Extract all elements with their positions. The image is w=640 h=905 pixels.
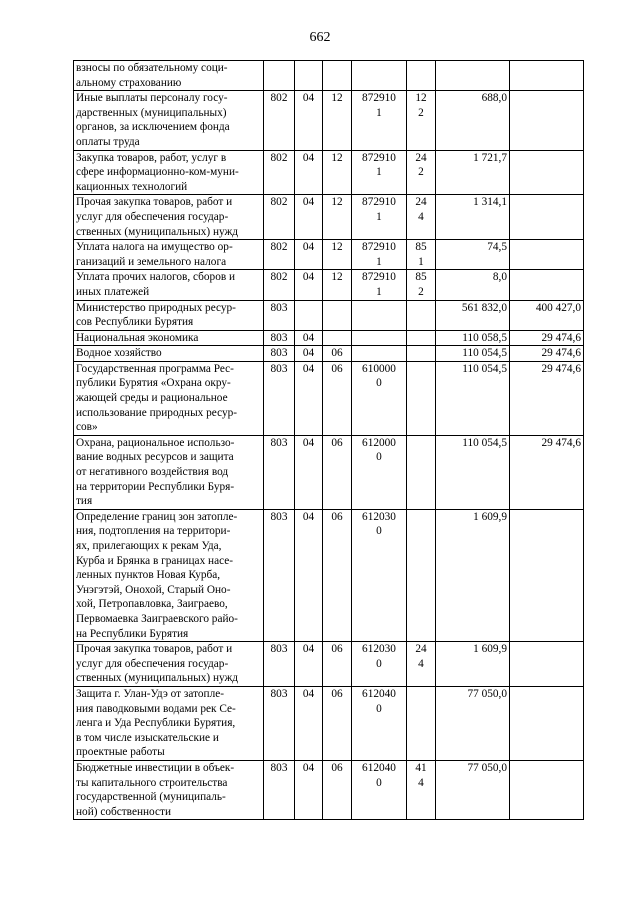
- table-row: [74, 195, 584, 240]
- amount-cell: 8,0: [436, 270, 510, 300]
- amount-subsidy-cell: [510, 61, 584, 91]
- target-article-cell: 872910 1: [352, 91, 407, 150]
- table-row: [74, 686, 584, 760]
- expense-type-cell: [407, 361, 436, 435]
- expense-type-cell: 24 2: [407, 150, 436, 195]
- row-name-cell: Защита г. Улан-Удэ от затопле- ния паводковыми водами рек Се- ленга и Уда Республики Бурятия, в том числе изыскательские и проектные работы: [74, 686, 264, 760]
- amount-subsidy-cell: 29 474,6: [510, 361, 584, 435]
- expense-type-cell: [407, 346, 436, 362]
- row-name-cell: Государственная программа Рес- публики Бурятия «Охрана окру- жающей среды и рациональное использование природных ресур- сов»: [74, 361, 264, 435]
- subsection-code-cell: 12: [323, 91, 352, 150]
- section-code-cell: [295, 300, 323, 330]
- ministry-code-cell: 802: [264, 150, 295, 195]
- expense-type-cell: 12 2: [407, 91, 436, 150]
- expense-type-cell: [407, 61, 436, 91]
- target-article-cell: 612000 0: [352, 435, 407, 509]
- expense-type-cell: 41 4: [407, 760, 436, 819]
- expense-type-cell: 24 4: [407, 642, 436, 687]
- ministry-code-cell: 803: [264, 642, 295, 687]
- ministry-code-cell: 803: [264, 330, 295, 346]
- expense-type-cell: [407, 435, 436, 509]
- amount-subsidy-cell: [510, 760, 584, 819]
- row-name-cell: Уплата налога на имущество ор- ганизаций и земельного налога: [74, 240, 264, 270]
- amount-cell: 1 314,1: [436, 195, 510, 240]
- target-article-cell: 872910 1: [352, 270, 407, 300]
- row-name-cell: Министерство природных ресур- сов Республики Бурятия: [74, 300, 264, 330]
- ministry-code-cell: 802: [264, 240, 295, 270]
- target-article-cell: 612040 0: [352, 760, 407, 819]
- subsection-code-cell: 06: [323, 760, 352, 819]
- table-row: [74, 61, 584, 91]
- ministry-code-cell: 802: [264, 91, 295, 150]
- section-code-cell: 04: [295, 435, 323, 509]
- amount-cell: 77 050,0: [436, 760, 510, 819]
- expense-type-cell: [407, 330, 436, 346]
- amount-cell: 110 054,5: [436, 346, 510, 362]
- ministry-code-cell: 803: [264, 361, 295, 435]
- table-row: [74, 435, 584, 509]
- amount-subsidy-cell: 29 474,6: [510, 346, 584, 362]
- section-code-cell: 04: [295, 760, 323, 819]
- subsection-code-cell: 06: [323, 686, 352, 760]
- subsection-code-cell: 06: [323, 346, 352, 362]
- row-name-cell: Определение границ зон затопле- ния, подтопления на территори- ях, прилегающих к рекам Уда, Курба и Брянка в границах насе- ленных пунктов Новая Курба, Унэгэтэй, Онохой, Старый Оно- хой, Петропавловка, Заиграево, Первомаевка Заиграевского райо- на Республики Бурятия: [74, 509, 264, 641]
- subsection-code-cell: 06: [323, 509, 352, 641]
- row-name-cell: Национальная экономика: [74, 330, 264, 346]
- subsection-code-cell: 12: [323, 195, 352, 240]
- target-article-cell: 872910 1: [352, 195, 407, 240]
- amount-subsidy-cell: 29 474,6: [510, 435, 584, 509]
- table-row: [74, 150, 584, 195]
- table-row: [74, 346, 584, 362]
- subsection-code-cell: 12: [323, 240, 352, 270]
- row-name-cell: Водное хозяйство: [74, 346, 264, 362]
- amount-subsidy-cell: [510, 150, 584, 195]
- table-row: [74, 760, 584, 819]
- target-article-cell: 610000 0: [352, 361, 407, 435]
- section-code-cell: 04: [295, 91, 323, 150]
- subsection-code-cell: [323, 330, 352, 346]
- section-code-cell: 04: [295, 270, 323, 300]
- budget-table: [73, 60, 584, 820]
- target-article-cell: 612030 0: [352, 642, 407, 687]
- ministry-code-cell: 802: [264, 270, 295, 300]
- target-article-cell: [352, 300, 407, 330]
- amount-subsidy-cell: 400 427,0: [510, 300, 584, 330]
- ministry-code-cell: 803: [264, 300, 295, 330]
- amount-cell: 110 054,5: [436, 435, 510, 509]
- row-name-cell: Уплата прочих налогов, сборов и иных платежей: [74, 270, 264, 300]
- amount-subsidy-cell: [510, 91, 584, 150]
- expense-type-cell: [407, 686, 436, 760]
- table-row: [74, 270, 584, 300]
- ministry-code-cell: 803: [264, 509, 295, 641]
- expense-type-cell: 85 1: [407, 240, 436, 270]
- amount-cell: 1 609,9: [436, 642, 510, 687]
- table-body: [74, 61, 584, 820]
- section-code-cell: 04: [295, 330, 323, 346]
- row-name-cell: Бюджетные инвестиции в объек- ты капитального строительства государственной (муниципаль- ной) собственности: [74, 760, 264, 819]
- section-code-cell: 04: [295, 150, 323, 195]
- row-name-cell: Иные выплаты персоналу госу- дарственных (муниципальных) органов, за исключением фонда оплаты труда: [74, 91, 264, 150]
- ministry-code-cell: 803: [264, 760, 295, 819]
- page-number: 662: [309, 30, 331, 45]
- amount-cell: 110 058,5: [436, 330, 510, 346]
- subsection-code-cell: [323, 61, 352, 91]
- row-name-cell: Прочая закупка товаров, работ и услуг для обеспечения государ- ственных (муниципальных) нужд: [74, 195, 264, 240]
- amount-cell: 561 832,0: [436, 300, 510, 330]
- subsection-code-cell: 06: [323, 642, 352, 687]
- amount-subsidy-cell: [510, 240, 584, 270]
- expense-type-cell: [407, 300, 436, 330]
- target-article-cell: 872910 1: [352, 150, 407, 195]
- amount-cell: 110 054,5: [436, 361, 510, 435]
- section-code-cell: 04: [295, 686, 323, 760]
- expense-type-cell: 85 2: [407, 270, 436, 300]
- ministry-code-cell: 802: [264, 195, 295, 240]
- subsection-code-cell: 06: [323, 361, 352, 435]
- amount-cell: 1 609,9: [436, 509, 510, 641]
- amount-subsidy-cell: [510, 509, 584, 641]
- table-row: [74, 361, 584, 435]
- table-row: [74, 330, 584, 346]
- amount-subsidy-cell: [510, 642, 584, 687]
- row-name-cell: Прочая закупка товаров, работ и услуг для обеспечения государ- ственных (муниципальных) нужд: [74, 642, 264, 687]
- table-row: [74, 509, 584, 641]
- target-article-cell: 612040 0: [352, 686, 407, 760]
- section-code-cell: 04: [295, 346, 323, 362]
- amount-subsidy-cell: [510, 270, 584, 300]
- subsection-code-cell: 06: [323, 435, 352, 509]
- table-row: [74, 642, 584, 687]
- expense-type-cell: [407, 509, 436, 641]
- section-code-cell: [295, 61, 323, 91]
- subsection-code-cell: 12: [323, 150, 352, 195]
- subsection-code-cell: 12: [323, 270, 352, 300]
- ministry-code-cell: 803: [264, 346, 295, 362]
- ministry-code-cell: 803: [264, 435, 295, 509]
- target-article-cell: [352, 330, 407, 346]
- row-name-cell: взносы по обязательному соци- альному страхованию: [74, 61, 264, 91]
- amount-subsidy-cell: [510, 686, 584, 760]
- table-row: [74, 91, 584, 150]
- section-code-cell: 04: [295, 361, 323, 435]
- amount-cell: 688,0: [436, 91, 510, 150]
- amount-cell: 1 721,7: [436, 150, 510, 195]
- subsection-code-cell: [323, 300, 352, 330]
- target-article-cell: [352, 346, 407, 362]
- section-code-cell: 04: [295, 642, 323, 687]
- target-article-cell: [352, 61, 407, 91]
- table-row: [74, 300, 584, 330]
- ministry-code-cell: [264, 61, 295, 91]
- ministry-code-cell: 803: [264, 686, 295, 760]
- target-article-cell: 612030 0: [352, 509, 407, 641]
- amount-cell: [436, 61, 510, 91]
- target-article-cell: 872910 1: [352, 240, 407, 270]
- row-name-cell: Охрана, рациональное использо- вание водных ресурсов и защита от негативного воздействия вод на территории Республики Буря- тия: [74, 435, 264, 509]
- section-code-cell: 04: [295, 240, 323, 270]
- expense-type-cell: 24 4: [407, 195, 436, 240]
- section-code-cell: 04: [295, 509, 323, 641]
- amount-cell: 74,5: [436, 240, 510, 270]
- amount-cell: 77 050,0: [436, 686, 510, 760]
- amount-subsidy-cell: 29 474,6: [510, 330, 584, 346]
- row-name-cell: Закупка товаров, работ, услуг в сфере информационно-ком-муни- кационных технологий: [74, 150, 264, 195]
- amount-subsidy-cell: [510, 195, 584, 240]
- section-code-cell: 04: [295, 195, 323, 240]
- table-row: [74, 240, 584, 270]
